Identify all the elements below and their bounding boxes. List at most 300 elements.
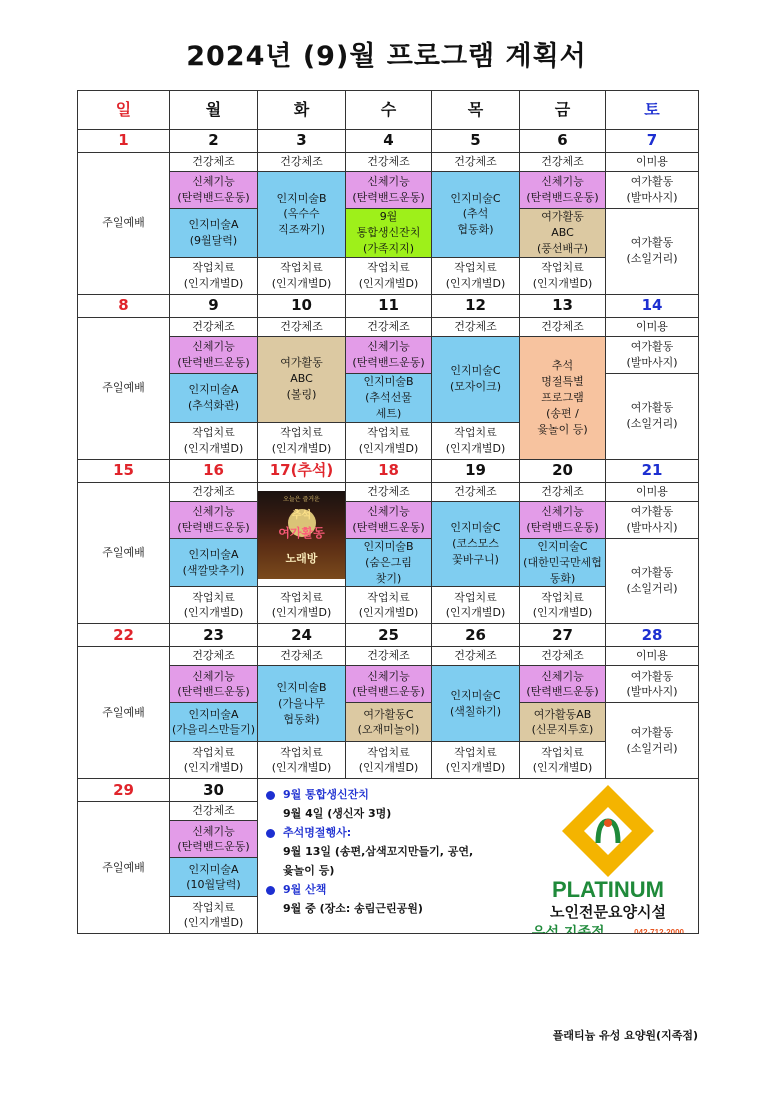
date-number: 7 bbox=[606, 130, 699, 153]
date-number: 10 bbox=[258, 294, 346, 317]
work-therapy-line: 작업치료 bbox=[192, 900, 235, 914]
worship-line: 주일예배 bbox=[102, 381, 145, 395]
schedule-row bbox=[78, 587, 699, 624]
thursday-program-line: 꽃바구니) bbox=[452, 553, 499, 566]
sat-barber: 이미용 bbox=[606, 482, 699, 501]
thursday-program-line: (색칠하기) bbox=[449, 704, 502, 718]
health-exercise: 건강체조 bbox=[432, 317, 520, 336]
schedule-row bbox=[78, 538, 699, 587]
work-therapy-line: 작업치료 bbox=[280, 425, 323, 439]
work-therapy-line: 작업치료 bbox=[192, 590, 235, 604]
sat-leisure-line: 여가활동 bbox=[630, 566, 674, 580]
bullet-icon bbox=[266, 829, 275, 838]
logo-brand: PLATINUM bbox=[551, 877, 665, 903]
sat-bubble bbox=[606, 209, 699, 295]
note-detail: 9월 중 (장소: 송림근린공원) bbox=[283, 902, 423, 916]
physical-line: (탄력밴드운동) bbox=[177, 840, 250, 854]
physical-line: 신체기능 bbox=[192, 339, 235, 353]
work-therapy-line: 작업치료 bbox=[192, 260, 235, 274]
work-therapy-line: 작업치료 bbox=[541, 260, 584, 274]
work-therapy-line: (인지개별D) bbox=[183, 761, 244, 775]
date-number: 15 bbox=[78, 459, 170, 482]
work-therapy-line: (인지개별D) bbox=[183, 441, 244, 455]
work-therapy-line: (인지개별D) bbox=[445, 441, 506, 455]
weekday-sun: 일 bbox=[78, 91, 170, 130]
date-number: 4 bbox=[346, 130, 432, 153]
monday-program bbox=[170, 209, 258, 258]
bullet-icon bbox=[266, 791, 275, 800]
physical-line: 신체기능 bbox=[192, 504, 235, 518]
program-calendar bbox=[77, 90, 699, 942]
friday-program-line: 윷놀이 등) bbox=[537, 422, 588, 436]
sat-leisure-line: (소일거리) bbox=[626, 252, 678, 266]
thursday-program-line: 인지미술C bbox=[450, 521, 501, 535]
physical-line: (탄력밴드운동) bbox=[177, 520, 250, 534]
logo-phone: 042-712-2000 bbox=[634, 928, 684, 938]
weekday-fri: 금 bbox=[520, 91, 606, 130]
work-therapy bbox=[258, 422, 346, 459]
sat-massage bbox=[606, 172, 699, 209]
monday-program-line: 인지미술A bbox=[188, 547, 239, 561]
platinum-logo bbox=[528, 783, 688, 942]
footer-facility-name: 플래티늄 유성 요양원(지족점) bbox=[552, 1029, 698, 1042]
thursday-program bbox=[432, 172, 520, 258]
friday-program-line: 여가활동 bbox=[541, 210, 584, 223]
wednesday-program-line: 찾기) bbox=[375, 571, 402, 585]
monday-program bbox=[170, 858, 258, 897]
health-exercise: 건강체조 bbox=[432, 153, 520, 172]
sat-leisure-line: (발마사지) bbox=[626, 355, 678, 369]
image-caption: 추석 bbox=[291, 509, 312, 521]
weekday-mon: 월 bbox=[170, 91, 258, 130]
date-number: 8 bbox=[78, 294, 170, 317]
sat-leisure-line: (발마사지) bbox=[626, 520, 678, 534]
date-number: 6 bbox=[520, 130, 606, 153]
sat-barber: 이미용 bbox=[606, 317, 699, 336]
tuesday-program-line: 인지미술B bbox=[276, 191, 327, 205]
physical-line: 신체기능 bbox=[192, 669, 235, 683]
sat-leisure-line: 여가활동 bbox=[630, 726, 674, 739]
work-therapy bbox=[432, 257, 520, 294]
work-therapy bbox=[346, 587, 432, 624]
sat-barber: 이미용 bbox=[606, 153, 699, 172]
schedule-row bbox=[78, 742, 699, 779]
thursday-program-line: (모자이크) bbox=[449, 380, 502, 394]
health-exercise: 건강체조 bbox=[520, 317, 606, 336]
physical-line: 신체기능 bbox=[367, 339, 410, 353]
work-therapy-line: (인지개별D) bbox=[358, 606, 419, 620]
sat-barber: 이미용 bbox=[606, 647, 699, 666]
weekday-wed: 수 bbox=[346, 91, 432, 130]
health-exercise: 건강체조 bbox=[520, 647, 606, 666]
schedule-row bbox=[78, 209, 699, 258]
date-number: 12 bbox=[432, 294, 520, 317]
work-therapy-line: 작업치료 bbox=[367, 590, 410, 604]
work-therapy-line: (인지개별D) bbox=[358, 276, 419, 290]
schedule-row bbox=[78, 172, 699, 209]
friday-program-line: 추석 bbox=[551, 358, 574, 372]
worship-line: 주일예배 bbox=[102, 546, 145, 560]
thursday-program-line: (추석 bbox=[462, 207, 489, 221]
health-exercise: 건강체조 bbox=[520, 482, 606, 501]
work-therapy bbox=[346, 422, 432, 459]
physical-program bbox=[346, 501, 432, 538]
schedule-row bbox=[78, 703, 699, 742]
work-therapy-line: (인지개별D) bbox=[183, 916, 244, 930]
date-row bbox=[78, 779, 699, 802]
weekday-thu: 목 bbox=[432, 91, 520, 130]
schedule-row bbox=[78, 257, 699, 294]
date-number: 22 bbox=[78, 624, 170, 647]
chuseok-image-cell bbox=[258, 482, 346, 587]
physical-line: (탄력밴드운동) bbox=[526, 685, 599, 699]
work-therapy-line: 작업치료 bbox=[454, 745, 497, 759]
sat-leisure-line: 여가활동 bbox=[630, 339, 674, 353]
wednesday-program-line: 세트) bbox=[375, 406, 402, 420]
tuesday-program-line: ABC bbox=[290, 372, 313, 386]
sat-leisure-line: 여가활동 bbox=[630, 504, 674, 518]
work-therapy-line: 작업치료 bbox=[541, 745, 584, 759]
health-exercise: 건강체조 bbox=[170, 647, 258, 666]
sat-bubble bbox=[606, 373, 699, 459]
thursday-program-line: 인지미술C bbox=[450, 191, 501, 205]
schedule-row bbox=[78, 482, 699, 501]
friday-program-line: (풍선배구) bbox=[536, 241, 589, 255]
date-number: 3 bbox=[258, 130, 346, 153]
note-detail: 9월 4일 (생신자 3명) bbox=[283, 807, 392, 821]
sunday-worship bbox=[78, 153, 170, 295]
work-therapy-line: (인지개별D) bbox=[183, 276, 244, 290]
wednesday-program-line: (숨은그림 bbox=[365, 555, 412, 569]
health-exercise: 건강체조 bbox=[258, 647, 346, 666]
monday-program-line: (가을리스만들기) bbox=[172, 723, 255, 737]
logo-branch: 유성 지족점 bbox=[532, 925, 605, 942]
work-therapy-line: 작업치료 bbox=[367, 745, 410, 759]
weekday-tue: 화 bbox=[258, 91, 346, 130]
physical-program bbox=[170, 501, 258, 538]
logo-facility: 노인전문요양시설 bbox=[550, 903, 666, 922]
date-number: 27 bbox=[520, 624, 606, 647]
schedule-row bbox=[78, 666, 699, 703]
physical-line: 신체기능 bbox=[367, 175, 410, 189]
date-number: 18 bbox=[346, 459, 432, 482]
work-therapy bbox=[520, 257, 606, 294]
work-therapy bbox=[170, 257, 258, 294]
thursday-program-line: (코스모스 bbox=[452, 537, 499, 551]
tuesday-program-line: 여가활동 bbox=[280, 356, 323, 370]
wednesday-program-line: (가족지지) bbox=[362, 241, 415, 255]
date-number: 2 bbox=[170, 130, 258, 153]
physical-line: 신체기능 bbox=[541, 175, 584, 189]
date-number: 11 bbox=[346, 294, 432, 317]
sat-leisure-line: (소일거리) bbox=[626, 417, 678, 431]
work-therapy bbox=[170, 422, 258, 459]
friday-program-line: (신문지투호) bbox=[531, 723, 594, 737]
date-number: 20 bbox=[520, 459, 606, 482]
schedule-row bbox=[78, 647, 699, 666]
work-therapy bbox=[170, 897, 258, 934]
work-therapy-line: 작업치료 bbox=[280, 590, 323, 604]
health-exercise: 건강체조 bbox=[170, 153, 258, 172]
sunday-worship bbox=[78, 802, 170, 934]
friday-program bbox=[520, 336, 606, 459]
friday-program-line: 여가활동AB bbox=[533, 707, 592, 721]
physical-line: (탄력밴드운동) bbox=[177, 191, 250, 204]
health-exercise: 건강체조 bbox=[346, 153, 432, 172]
note-heading-text: 추석명절행사: bbox=[283, 826, 352, 840]
sat-leisure-line: 여가활동 bbox=[630, 236, 674, 250]
friday-program-line: ABC bbox=[551, 225, 574, 239]
work-therapy-line: 작업치료 bbox=[192, 745, 235, 759]
physical-program bbox=[520, 666, 606, 703]
work-therapy-line: 작업치료 bbox=[454, 260, 497, 274]
schedule-row bbox=[78, 336, 699, 373]
work-therapy-line: 작업치료 bbox=[192, 425, 235, 439]
work-therapy-line: 작업치료 bbox=[454, 425, 497, 439]
wednesday-program-line: 인지미술B bbox=[363, 539, 414, 553]
work-therapy-line: (인지개별D) bbox=[445, 276, 506, 290]
tuesday-program-line: (옥수수 bbox=[283, 207, 320, 221]
date-number: 23 bbox=[170, 624, 258, 647]
monday-program-line: 인지미술A bbox=[188, 382, 239, 396]
thursday-program bbox=[432, 501, 520, 587]
physical-line: 신체기능 bbox=[192, 824, 235, 838]
physical-line: (탄력밴드운동) bbox=[352, 520, 425, 534]
work-therapy bbox=[258, 257, 346, 294]
date-number: 14 bbox=[606, 294, 699, 317]
sat-leisure-line: (소일거리) bbox=[626, 741, 678, 755]
sat-massage bbox=[606, 336, 699, 373]
wednesday-program bbox=[346, 373, 432, 422]
work-therapy-line: (인지개별D) bbox=[271, 606, 332, 620]
thursday-program bbox=[432, 666, 520, 742]
thursday-program-line: 인지미술C bbox=[450, 364, 501, 378]
work-therapy bbox=[432, 742, 520, 779]
date-number: 26 bbox=[432, 624, 520, 647]
physical-line: 신체기능 bbox=[541, 504, 584, 518]
weekday-header-row bbox=[78, 91, 699, 130]
work-therapy bbox=[258, 742, 346, 779]
friday-program-line: 명절특별 bbox=[541, 374, 584, 388]
physical-line: (탄력밴드운동) bbox=[177, 355, 250, 369]
schedule-row bbox=[78, 373, 699, 422]
physical-program bbox=[170, 666, 258, 703]
tuesday-program bbox=[258, 172, 346, 258]
physical-program bbox=[520, 501, 606, 538]
sunday-worship bbox=[78, 647, 170, 779]
work-therapy bbox=[520, 587, 606, 624]
image-caption: 여가활동 bbox=[278, 525, 325, 540]
health-exercise: 건강체조 bbox=[346, 317, 432, 336]
wednesday-program bbox=[346, 703, 432, 742]
date-number: 5 bbox=[432, 130, 520, 153]
sat-leisure-line: (발마사지) bbox=[626, 191, 678, 204]
sat-leisure-line: (발마사지) bbox=[626, 685, 678, 699]
health-exercise: 건강체조 bbox=[432, 482, 520, 501]
work-therapy bbox=[346, 742, 432, 779]
friday-program-line: (송편 / bbox=[546, 406, 579, 420]
sat-massage bbox=[606, 666, 699, 703]
friday-program-line: 인지미술C bbox=[537, 539, 588, 553]
friday-program bbox=[520, 209, 606, 258]
sat-leisure-line: 여가활동 bbox=[630, 175, 674, 189]
friday-program bbox=[520, 703, 606, 742]
work-therapy-line: (인지개별D) bbox=[271, 441, 332, 455]
wednesday-program-line: 여가활동C bbox=[363, 707, 414, 721]
friday-program bbox=[520, 538, 606, 587]
note-heading-text: 9월 통합생신잔치 bbox=[283, 788, 369, 802]
date-number: 1 bbox=[78, 130, 170, 153]
tuesday-program-line: 직조짜기) bbox=[278, 223, 325, 237]
date-number: 19 bbox=[432, 459, 520, 482]
work-therapy bbox=[520, 742, 606, 779]
work-therapy-line: 작업치료 bbox=[367, 260, 410, 274]
health-exercise: 건강체조 bbox=[258, 153, 346, 172]
monday-program bbox=[170, 703, 258, 742]
sat-massage bbox=[606, 501, 699, 538]
sat-leisure-line: (소일거리) bbox=[626, 582, 678, 596]
wednesday-program-line: (오재미놀이) bbox=[357, 723, 420, 737]
sat-bubble bbox=[606, 703, 699, 779]
work-therapy-line: (인지개별D) bbox=[183, 606, 244, 620]
physical-line: 신체기능 bbox=[541, 669, 584, 683]
physical-line: (탄력밴드운동) bbox=[352, 355, 425, 369]
health-exercise: 건강체조 bbox=[170, 482, 258, 501]
work-therapy-line: 작업치료 bbox=[541, 590, 584, 604]
schedule-row bbox=[78, 501, 699, 538]
date-row bbox=[78, 130, 699, 153]
worship-line: 주일예배 bbox=[102, 860, 145, 874]
worship-line: 주일예배 bbox=[102, 216, 145, 230]
date-row bbox=[78, 624, 699, 647]
date-number: 28 bbox=[606, 624, 699, 647]
wednesday-program-line: 인지미술B bbox=[363, 374, 414, 388]
health-exercise: 건강체조 bbox=[170, 317, 258, 336]
page-title: 2024년 (9)월 프로그램 계획서 bbox=[186, 41, 587, 72]
work-therapy bbox=[432, 587, 520, 624]
work-therapy-line: (인지개별D) bbox=[532, 606, 593, 620]
date-row bbox=[78, 294, 699, 317]
physical-program bbox=[520, 172, 606, 209]
work-therapy-line: 작업치료 bbox=[454, 590, 497, 604]
date-number: 16 bbox=[170, 459, 258, 482]
work-therapy-line: (인지개별D) bbox=[445, 761, 506, 775]
physical-program bbox=[170, 336, 258, 373]
friday-program-line: 동화) bbox=[549, 571, 576, 585]
monday-program bbox=[170, 373, 258, 422]
sunday-worship bbox=[78, 317, 170, 459]
physical-line: (탄력밴드운동) bbox=[526, 520, 599, 534]
physical-line: 신체기능 bbox=[367, 669, 410, 683]
thursday-program-line: 인지미술C bbox=[450, 689, 501, 702]
work-therapy-line: (인지개별D) bbox=[532, 761, 593, 775]
tuesday-program bbox=[258, 336, 346, 422]
monday-program-line: 인지미술A bbox=[188, 217, 239, 231]
work-therapy-line: 작업치료 bbox=[280, 260, 323, 274]
work-therapy bbox=[170, 587, 258, 624]
chuseok-karaoke-image bbox=[258, 491, 345, 579]
tuesday-program bbox=[258, 666, 346, 742]
wednesday-program-line: 통합생신잔치 bbox=[356, 225, 421, 239]
physical-program bbox=[170, 821, 258, 858]
physical-line: (탄력밴드운동) bbox=[526, 191, 599, 204]
physical-program bbox=[346, 666, 432, 703]
health-exercise: 건강체조 bbox=[258, 317, 346, 336]
physical-program bbox=[346, 336, 432, 373]
tuesday-program-line: 인지미술B bbox=[276, 681, 327, 695]
date-number: 17(추석) bbox=[258, 459, 346, 482]
date-number: 24 bbox=[258, 624, 346, 647]
monday-program bbox=[170, 538, 258, 587]
health-exercise: 건강체조 bbox=[432, 647, 520, 666]
image-caption: 노래방 bbox=[285, 551, 318, 565]
health-exercise: 건강체조 bbox=[346, 482, 432, 501]
weekday-sat: 토 bbox=[606, 91, 699, 130]
date-number: 25 bbox=[346, 624, 432, 647]
wednesday-program bbox=[346, 209, 432, 258]
note-heading-text: 9월 산책 bbox=[283, 883, 327, 897]
schedule-row bbox=[78, 153, 699, 172]
worship-line: 주일예배 bbox=[102, 705, 145, 719]
work-therapy-line: (인지개별D) bbox=[358, 441, 419, 455]
monday-program-line: (추석화관) bbox=[187, 398, 240, 412]
physical-line: 신체기능 bbox=[367, 504, 410, 518]
work-therapy-line: (인지개별D) bbox=[271, 276, 332, 290]
health-exercise: 건강체조 bbox=[170, 802, 258, 821]
monday-program-line: (10월달력) bbox=[186, 878, 241, 892]
friday-program-line: 프로그램 bbox=[541, 390, 584, 404]
physical-line: (탄력밴드운동) bbox=[177, 685, 250, 699]
sat-leisure-line: 여가활동 bbox=[630, 401, 674, 415]
notes-panel bbox=[258, 779, 699, 942]
bullet-icon bbox=[266, 886, 275, 895]
wednesday-program-line: (추석선물 bbox=[365, 390, 412, 404]
note-detail: 9월 13일 (송편,삼색꼬지만들기, 공연, bbox=[283, 845, 474, 859]
work-therapy-line: (인지개별D) bbox=[271, 761, 332, 775]
date-number: 30 bbox=[170, 779, 258, 802]
friday-program-line: (대한민국만세협 bbox=[523, 555, 602, 569]
health-exercise: 건강체조 bbox=[346, 647, 432, 666]
wednesday-program-line: 9월 bbox=[379, 210, 398, 223]
monday-program-line: (9월달력) bbox=[189, 233, 238, 247]
work-therapy-line: (인지개별D) bbox=[532, 276, 593, 290]
work-therapy-line: 작업치료 bbox=[367, 425, 410, 439]
work-therapy-line: (인지개별D) bbox=[445, 606, 506, 620]
sat-bubble bbox=[606, 538, 699, 624]
health-exercise: 건강체조 bbox=[520, 153, 606, 172]
thursday-program-line: 협동화) bbox=[457, 223, 494, 237]
wednesday-program bbox=[346, 538, 432, 587]
work-therapy bbox=[346, 257, 432, 294]
date-number: 21 bbox=[606, 459, 699, 482]
physical-program bbox=[170, 172, 258, 209]
physical-program bbox=[346, 172, 432, 209]
monday-program-line: 인지미술A bbox=[188, 707, 239, 721]
work-therapy bbox=[258, 587, 346, 624]
work-therapy-line: 작업치료 bbox=[280, 745, 323, 759]
sat-leisure-line: 여가활동 bbox=[630, 669, 674, 683]
date-number: 13 bbox=[520, 294, 606, 317]
work-therapy bbox=[432, 422, 520, 459]
tuesday-program-line: 협동화) bbox=[283, 712, 320, 726]
physical-line: (탄력밴드운동) bbox=[352, 191, 425, 204]
thursday-program bbox=[432, 336, 520, 422]
date-row bbox=[78, 459, 699, 482]
date-number: 9 bbox=[170, 294, 258, 317]
image-caption: 오늘은 즐거운 bbox=[283, 495, 320, 503]
note-detail: 윷놀이 등) bbox=[283, 864, 335, 878]
tuesday-program-line: (볼링) bbox=[286, 388, 317, 402]
